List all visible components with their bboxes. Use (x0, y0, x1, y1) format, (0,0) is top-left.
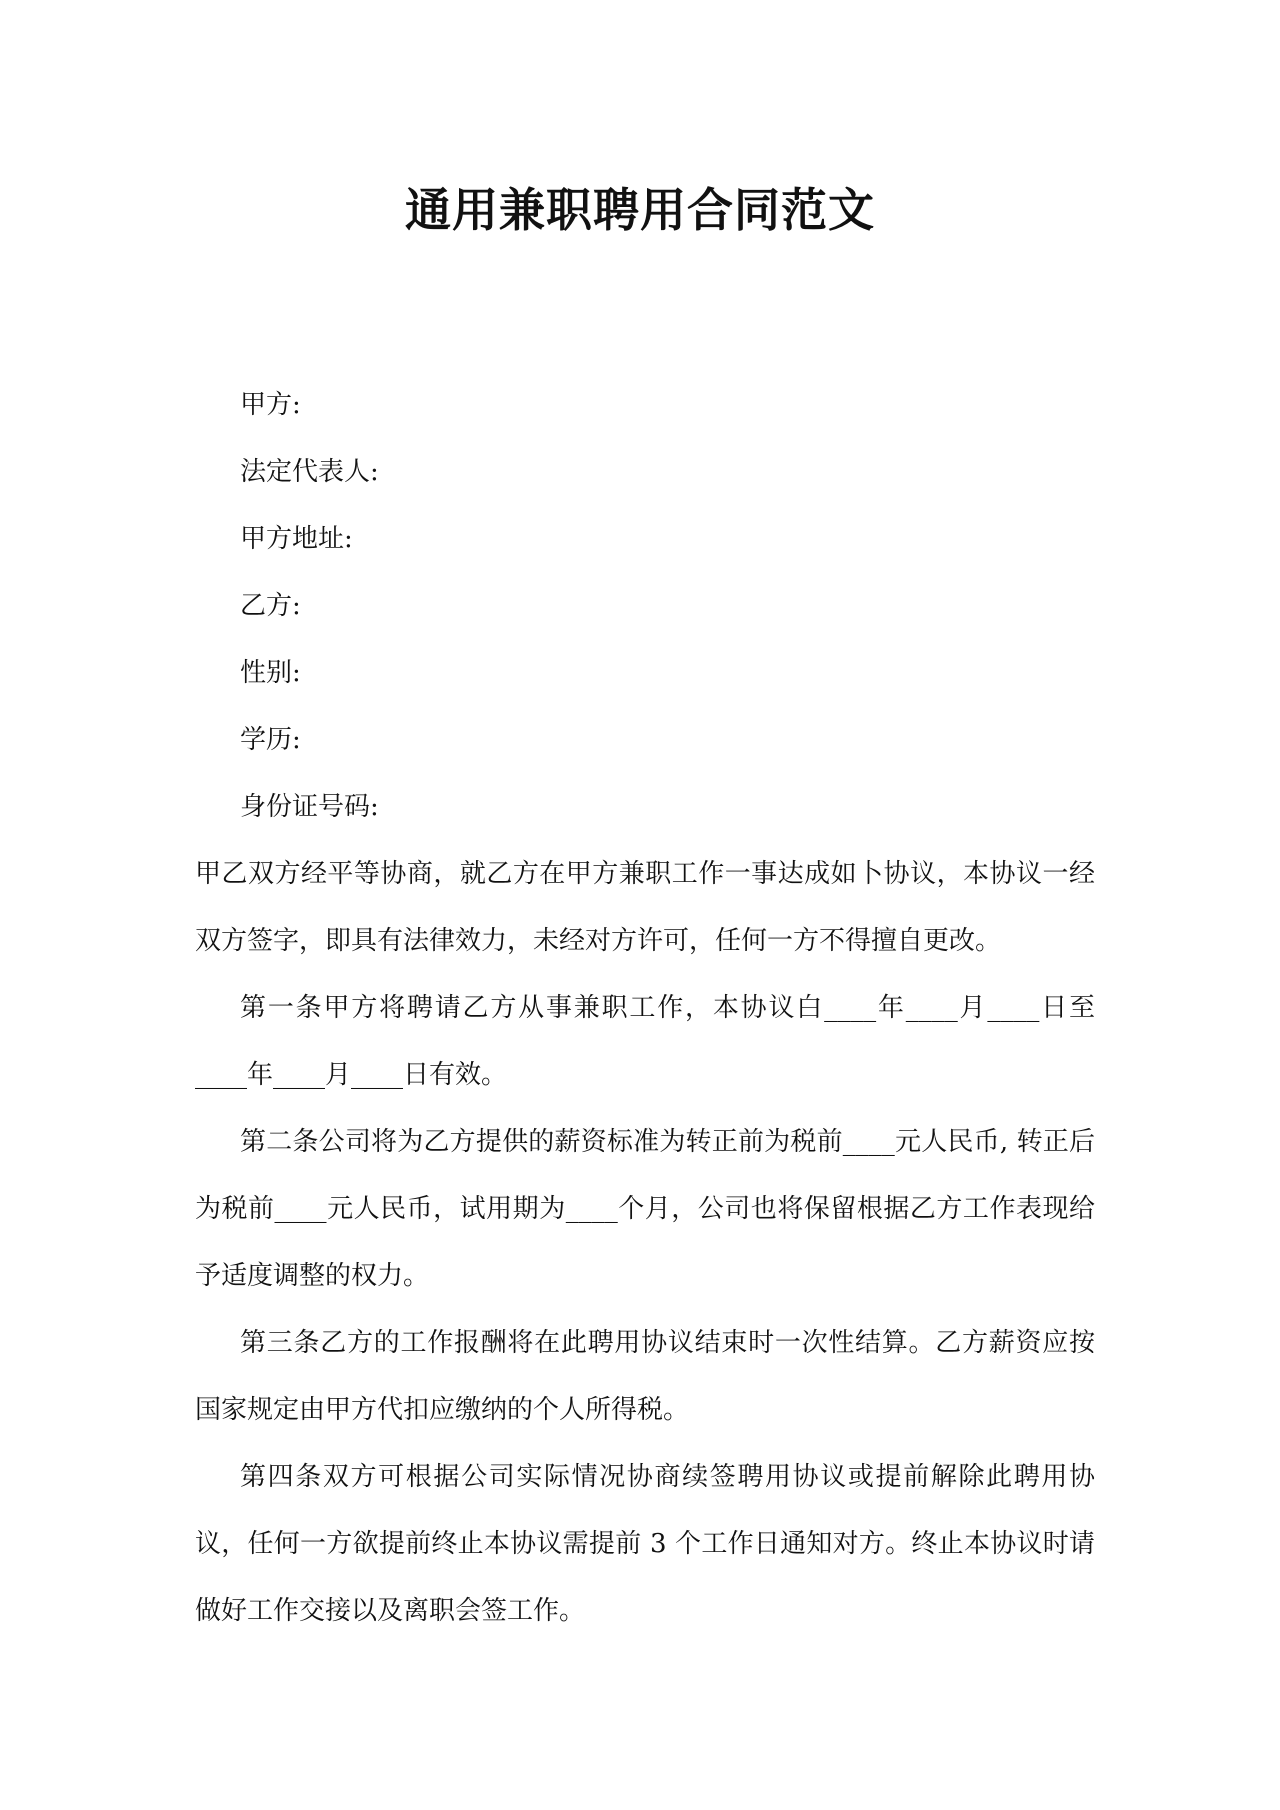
field-party-b: 乙方: (240, 591, 301, 621)
field-party-a-address: 甲方地址: (240, 524, 353, 554)
document-title: 通用兼职聘用合同范文 (405, 183, 875, 237)
article-1: 第一条甲方将聘请乙方从事兼职工作，本协议白____年____月____日至____年____月____日有效。 (195, 993, 1095, 1090)
field-id-number: 身份证号码: (240, 792, 379, 822)
intro-paragraph: 甲乙双方经平等协商，就乙方在甲方兼职工作一事达成如卜协议，本协议一经双方签字，即具有法律效力，未经对方许可，任何一方不得擅自更改。 (195, 859, 1095, 956)
article-2: 第二条公司将为乙方提供的薪资标准为转正前为税前____元人民币, 转正后为税前____元人民币，试用期为____个月，公司也将保留根据乙方工作表现给予适度调整的权力。 (195, 1127, 1095, 1291)
field-education: 学历: (240, 725, 301, 755)
field-gender: 性别: (240, 658, 301, 688)
article-4: 第四条双方可根据公司实际情况协商续签聘用协议或提前解除此聘用协议，任何一方欲提前终止本协议需提前 3 个工作日通知对方。终止本协议时请做好工作交接以及离职会签工作。 (195, 1462, 1095, 1626)
article-3: 第三条乙方的工作报酬将在此聘用协议结束时一次性结算。乙方薪资应按国家规定由甲方代扣应缴纳的个人所得税。 (195, 1328, 1095, 1425)
field-legal-representative: 法定代表人: (240, 457, 379, 487)
field-party-a: 甲方: (240, 390, 301, 420)
document-body (195, 372, 1095, 1645)
